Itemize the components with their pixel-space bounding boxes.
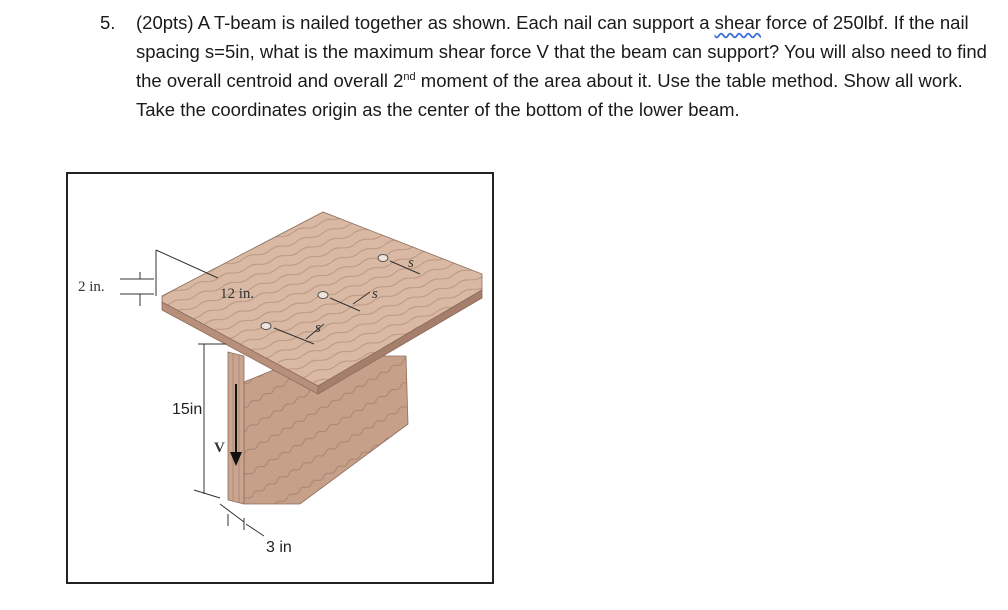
shear-force-label: V bbox=[214, 440, 225, 456]
problem-text-part-3: moment of the area about it. Use the table method. Show all work. Take the coordinates origin as the center of the bottom of the lower beam. bbox=[136, 70, 963, 120]
problem-underlined-word: shear bbox=[714, 12, 761, 33]
flange-width-label: 12 in. bbox=[220, 286, 255, 302]
web-height-label: 15in bbox=[172, 401, 203, 418]
nail-2 bbox=[318, 292, 328, 299]
spacing-label-2: s bbox=[372, 286, 378, 302]
problem-text-part-2: force of 250lbf. If the nail spacing s=5in, what is the maximum shear force V that the beam can support? You will also need to find the overall centroid and overall 2 bbox=[136, 12, 987, 91]
problem-number: 5. bbox=[100, 12, 116, 33]
spacing-label-1: s bbox=[315, 320, 321, 336]
nail-3 bbox=[378, 255, 388, 262]
flange-thickness-label: 2 in. bbox=[78, 279, 105, 295]
flange-top-face bbox=[162, 212, 482, 386]
web-width-label: 3 in bbox=[266, 539, 292, 556]
spacing-label-3: s bbox=[408, 255, 414, 271]
t-beam-figure bbox=[68, 174, 492, 582]
problem-text-part-1: (20pts) A T-beam is nailed together as shown. Each nail can support a bbox=[136, 12, 715, 33]
problem-superscript: nd bbox=[403, 70, 416, 83]
problem-text bbox=[136, 8, 1000, 124]
figure-frame bbox=[66, 172, 494, 584]
problem-statement bbox=[100, 8, 1000, 124]
nail-1 bbox=[261, 323, 271, 330]
